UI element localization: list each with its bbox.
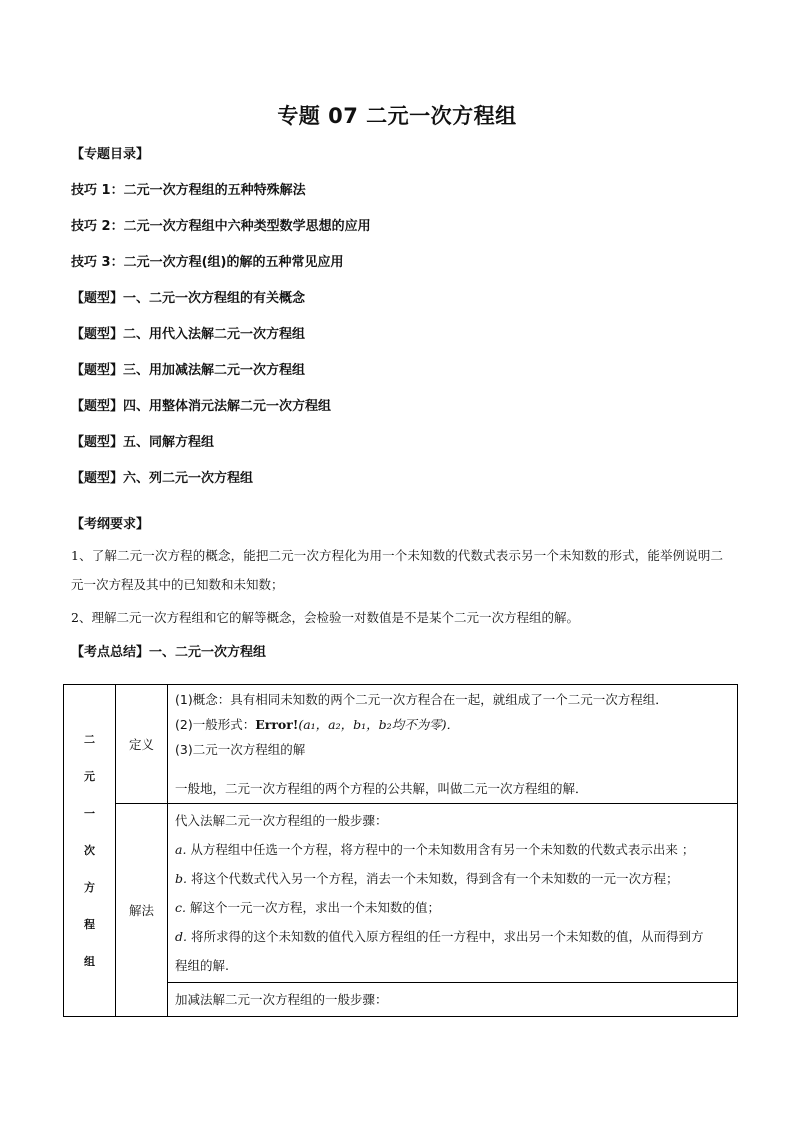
- toc-item-7: 【题型】四、用整体消元法解二元一次方程组: [71, 399, 332, 414]
- step-marker: b.: [175, 871, 187, 886]
- subject-char: 次: [84, 844, 95, 857]
- subject-char: 元: [84, 770, 95, 783]
- toc-item-1: 技巧 1：二元一次方程组的五种特殊解法: [71, 183, 306, 198]
- subject-char: 程: [84, 918, 95, 931]
- elimination-heading: 加减法解二元一次方程组的一般步骤：: [175, 992, 388, 1007]
- step-marker: d.: [175, 929, 187, 944]
- substitution-step-c: [175, 893, 730, 922]
- toc-heading: 【专题目录】: [71, 147, 150, 162]
- method-label: 解法: [116, 804, 168, 1017]
- requirements-heading: 【考纲要求】: [71, 517, 150, 532]
- step-text: 将这个代数式代入另一个方程，消去一个未知数，得到含有一个未知数的一元一次方程；: [186, 871, 679, 886]
- toc-item-5: 【题型】二、用代入法解二元一次方程组: [71, 327, 306, 342]
- step-text: 解这个一元一次方程，求出一个未知数的值；: [185, 900, 440, 915]
- step-text: 从方程组中任选一个方程，将方程中的一个未知数用含有另一个未知数的代数式表示出来 ；: [186, 842, 695, 857]
- substitution-step-d-cont: 程组的解.: [175, 958, 229, 973]
- general-form-params: (a₁，a₂，b₁，b₂均不为零)．: [298, 717, 460, 732]
- definition-solution-title: (3)二元一次方程组的解: [175, 742, 306, 757]
- substitution-heading: 代入法解二元一次方程组的一般步骤：: [175, 813, 388, 828]
- requirement-1: 1、了解二元一次方程的概念，能把二元一次方程化为用一个未知数的代数式表示另一个未知数的形式，能举例说明二元一次方程及其中的已知数和未知数；: [71, 548, 723, 592]
- definition-label: 定义: [116, 685, 168, 804]
- step-text: 将所求得的这个未知数的值代入原方程组的任一方程中，求出另一个未知数的值，从而得到方: [186, 929, 704, 944]
- method-content: [168, 804, 738, 983]
- toc-item-4: 【题型】一、二元一次方程组的有关概念: [71, 291, 306, 306]
- summary-heading: 【考点总结】一、二元一次方程组: [71, 645, 267, 660]
- subject-char: 一: [84, 807, 95, 820]
- requirement-2: 2、理解二元一次方程组和它的解等概念，会检验一对数值是不是某个二元一次方程组的解。: [71, 610, 579, 625]
- definition-general-form: [175, 712, 730, 737]
- elimination-content: [168, 983, 738, 1017]
- definition-solution-text: 一般地，二元一次方程组的两个方程的公共解，叫做二元一次方程组的解．: [175, 781, 588, 796]
- substitution-step-a: [175, 835, 730, 864]
- subject-char: 组: [84, 955, 95, 968]
- definition-concept: (1)概念：具有相同未知数的两个二元一次方程合在一起，就组成了一个二元一次方程组．: [175, 692, 668, 707]
- subject-vertical-label: [84, 721, 95, 980]
- general-form-error: Error!: [255, 717, 299, 732]
- toc-item-6: 【题型】三、用加减法解二元一次方程组: [71, 363, 306, 378]
- general-form-label: (2)一般形式：: [175, 717, 256, 732]
- definition-content: [168, 685, 738, 804]
- toc-item-3: 技巧 3：二元一次方程(组)的解的五种常见应用: [71, 255, 344, 270]
- substitution-step-d: [175, 922, 730, 951]
- toc-item-9: 【题型】六、列二元一次方程组: [71, 471, 254, 486]
- substitution-step-b: [175, 864, 730, 893]
- summary-table: [63, 684, 738, 1017]
- page-title: 专题 07 二元一次方程组: [277, 104, 517, 128]
- step-marker: c.: [175, 900, 186, 915]
- subject-char: 方: [84, 881, 95, 894]
- step-marker: a.: [175, 842, 187, 857]
- subject-char: 二: [84, 733, 95, 746]
- toc-item-2: 技巧 2：二元一次方程组中六种类型数学思想的应用: [71, 219, 371, 234]
- subject-cell: [64, 685, 116, 1017]
- toc-item-8: 【题型】五、同解方程组: [71, 435, 215, 450]
